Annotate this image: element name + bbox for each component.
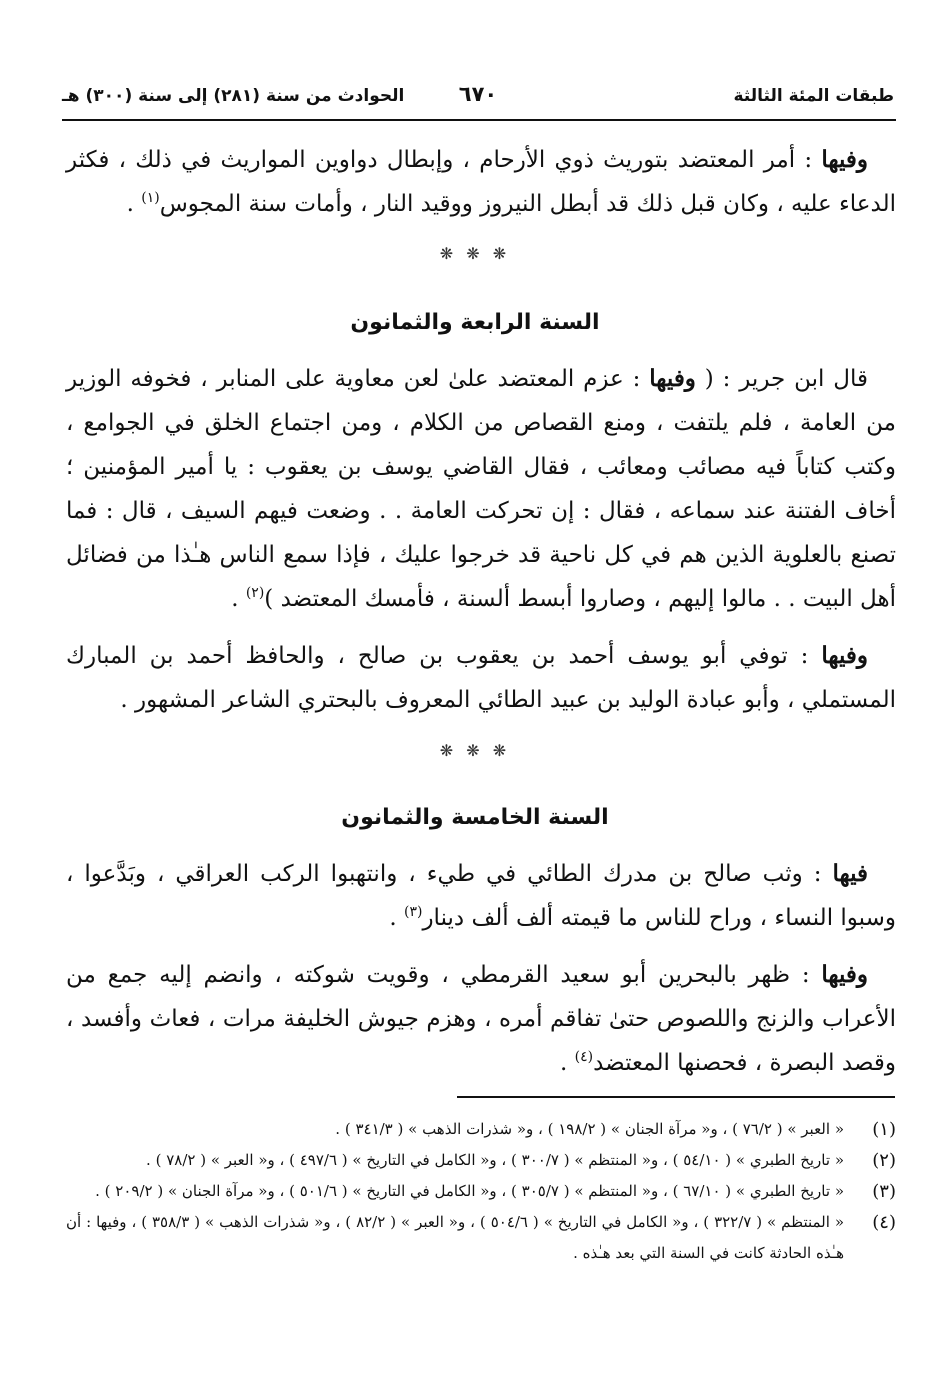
footnote-number: (١) xyxy=(872,1119,896,1140)
paragraph-qarmati xyxy=(66,953,896,1085)
section-heading-285: السنة الخامسة والثمانون xyxy=(341,805,609,830)
footnote-number: (٣) xyxy=(872,1181,896,1202)
book-title: طبقات المئة الثالثة xyxy=(733,86,894,106)
paragraph-end: . xyxy=(231,586,246,612)
footnote-rule xyxy=(457,1096,895,1098)
paragraph-text: : عزم المعتضد علىٰ لعن معاوية على المنابر ، فخوفه الوزير من العامة ، فلم يلتفت ، ومنع القصاص من الكلام ، ومن اجتماع الخلق في الجوامع ، وكتب كتاباً فيه مصائب ومعائب ، فقال القاضي يوسف بن يعقوب : يا أمير المؤمنين ؛ أخاف الفتنة عند سماعه ، فقال : إن تحركت العامة . . وضعت فيهم السيف ، قال : فما تصنع بالعلوية الذين هم في كل ناحية قد خرجوا عليك ، فإذا سمع الناس هـٰذا من فضائل أهل البيت . . مالوا إليهم ، وصاروا أبسط ألسنة ، فأمسك المعتضد ) xyxy=(66,366,896,612)
header-rule xyxy=(62,119,896,121)
paragraph-end: . xyxy=(560,1050,575,1076)
paragraph-end: . xyxy=(126,191,142,217)
paragraph-end: . xyxy=(389,905,404,931)
footnote-text: « تاريخ الطبري » ( ٦٧/١٠ ) ، و« المنتظم » ( ٣٠٥/٧ ) ، و« الكامل في التاريخ » ( ٥٠١/٦ ) ، و« مرآة الجنان » ( ٢٠٩/٢ ) . xyxy=(95,1182,844,1200)
paragraph-start: قال ابن جرير : ( xyxy=(695,366,868,392)
running-header xyxy=(62,82,894,116)
footnote-number: (٤) xyxy=(872,1212,896,1233)
footnote-text: « العبر » ( ٧٦/٢ ) ، و« مرآة الجنان » ( ١٩٨/٢ ) ، و« شذرات الذهب » ( ٣٤١/٣ ) . xyxy=(335,1120,844,1138)
footnote-text: « تاريخ الطبري » ( ٥٤/١٠ ) ، و« المنتظم » ( ٣٠٠/٧ ) ، و« الكامل في التاريخ » ( ٤٩٧/٦ ) ، و« العبر » ( ٧٨/٢ ) . xyxy=(146,1151,844,1169)
section-heading-284: السنة الرابعة والثمانون xyxy=(350,310,600,335)
footnote-item xyxy=(66,1176,896,1207)
section-separator: ❋ ❋ ❋ xyxy=(439,741,511,760)
paragraph-salih xyxy=(66,852,896,940)
footnote-ref[interactable]: (٤) xyxy=(574,1049,594,1065)
footnote-item xyxy=(66,1207,896,1269)
paragraph-lead: فيها xyxy=(832,860,868,887)
footnote-ref[interactable]: (١) xyxy=(141,190,160,206)
paragraph-lead: وفيها xyxy=(821,642,868,669)
paragraph-text: : وثب صالح بن مدرك الطائي في طيء ، وانتهبوا الركب العراقي ، وبَدَّعوا ، وسبوا النساء ، وراح للناس ما قيمته ألف ألف دينار xyxy=(66,861,896,931)
paragraph-text: : ظهر بالبحرين أبو سعيد القرمطي ، وقويت شوكته ، وانضم إليه جمع من الأعراب والزنج واللصوص حتىٰ تفاقم أمره ، وهزم جيوش الخليفة مرات ، فعاث وأفسد ، وقصد البصرة ، فحصنها المعتضد xyxy=(66,962,896,1076)
footnote-number: (٢) xyxy=(872,1150,896,1171)
section-separator: ❋ ❋ ❋ xyxy=(439,244,511,263)
footnote-ref[interactable]: (٢) xyxy=(245,585,265,601)
paragraph-text: : أمر المعتضد بتوريث ذوي الأرحام ، وإبطال دواوين المواريث في ذلك ، فكثر الدعاء عليه ، وكان قبل ذلك قد أبطل النيروز ووقيد النار ، وأمات سنة المجوس xyxy=(66,147,896,217)
paragraph-inheritance xyxy=(66,138,896,226)
footnote-item xyxy=(66,1145,896,1176)
paragraph-deaths xyxy=(66,634,896,722)
section-title: الحوادث من سنة (٢٨١) إلى سنة (٣٠٠) هـ xyxy=(62,86,405,106)
paragraph-text: : توفي أبو يوسف أحمد بن يعقوب بن صالح ، والحافظ أحمد بن المبارك المستملي ، وأبو عبادة الوليد بن عبيد الطائي المعروف بالبحتري الشاعر المشهور . xyxy=(66,643,896,713)
paragraph-lead: وفيها xyxy=(649,365,696,392)
footnote-text: « المنتظم » ( ٣٢٢/٧ ) ، و« الكامل في التاريخ » ( ٥٠٤/٦ ) ، و« العبر » ( ٨٢/٢ ) ، و« شذرات الذهب » ( ٣٥٨/٣ ) ، وفيها : أن هـٰذه الحادثة كانت في السنة التي بعد هـٰذه . xyxy=(66,1213,845,1262)
footnote-item xyxy=(66,1114,896,1145)
footnote-ref[interactable]: (٣) xyxy=(403,904,423,920)
paragraph-lead: وفيها xyxy=(821,961,869,988)
page-number: ٦٧٠ xyxy=(458,82,498,106)
footnotes xyxy=(66,1114,896,1269)
paragraph-ibn-jarir xyxy=(66,357,896,621)
paragraph-lead: وفيها xyxy=(821,146,868,173)
